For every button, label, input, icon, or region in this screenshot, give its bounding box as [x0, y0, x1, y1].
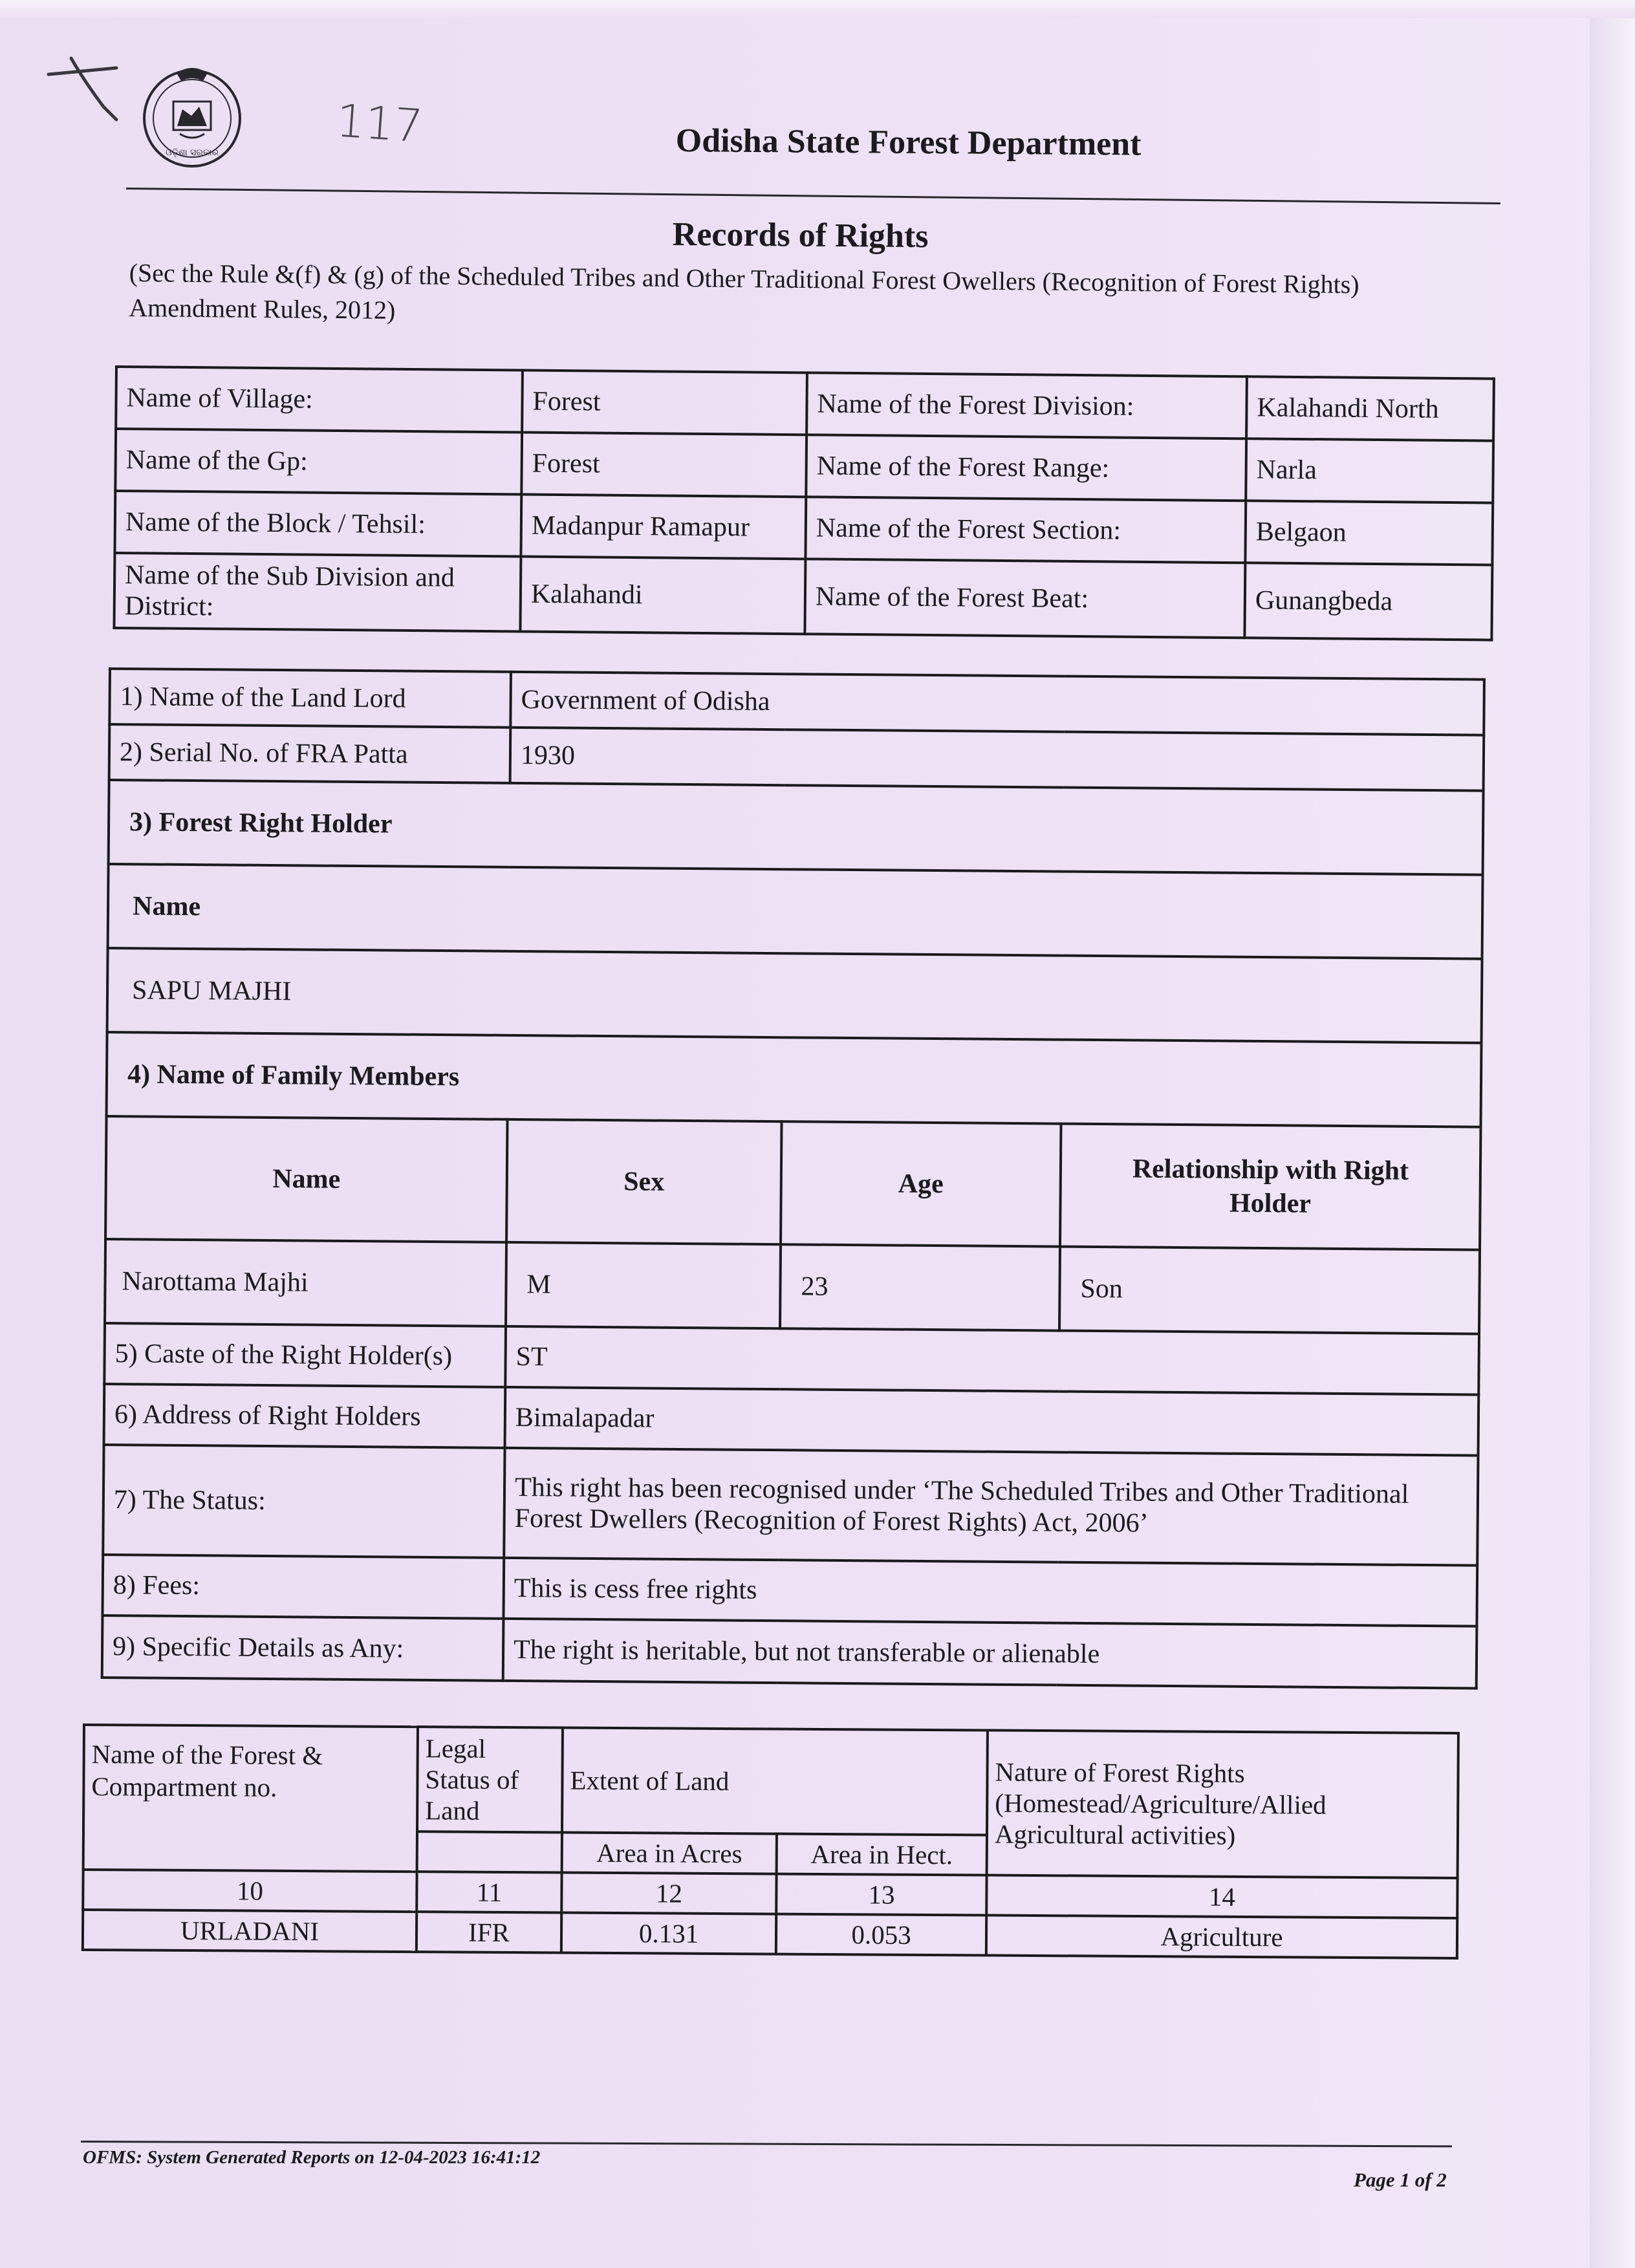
table-row: [109, 724, 1484, 791]
holder-name-value: SAPU MAJHI: [107, 948, 1482, 1043]
table-row: [109, 669, 1484, 735]
serial-value: 1930: [510, 728, 1484, 791]
area-acres-value: 0.131: [561, 1913, 776, 1954]
forest-range-label: Name of the Forest Range:: [806, 435, 1246, 501]
family-col-name: Name: [105, 1116, 507, 1242]
subdivision-district-label: Name of the Sub Division and District:: [114, 553, 521, 631]
col-nature-of-rights: Nature of Forest Rights (Homestead/Agriculture/Allied Agricultural activities): [987, 1731, 1458, 1878]
rule-reference: (Sec the Rule &(f) & (g) of the Scheduled Tribes and Other Traditional Forest Owellers (Recognition of Forest Rights) Amendment Rules, 2012): [129, 257, 1359, 325]
table-row: [83, 1725, 1458, 1838]
header-divider: [126, 188, 1500, 204]
forest-division-label: Name of the Forest Division:: [807, 373, 1247, 438]
footer-divider: [81, 2141, 1452, 2147]
col-area-acres: Area in Acres: [562, 1833, 777, 1874]
table-row: [115, 429, 1493, 503]
land-table: [81, 1723, 1460, 1960]
family-member-sex: M: [506, 1242, 781, 1328]
forest-right-holder-heading: 3) Forest Right Holder: [109, 780, 1484, 875]
status-line-2: Forest Dwellers (Recognition of Forest Rights) Act, 2006’: [514, 1503, 1149, 1539]
family-members-heading: 4) Name of Family Members: [107, 1032, 1482, 1127]
forest-division-value: Kalahandi North: [1246, 376, 1494, 440]
nature-of-rights-value: Agriculture: [986, 1916, 1457, 1958]
department-title: Odisha State Forest Department: [675, 122, 1142, 163]
odisha-emblem-seal-icon: [141, 61, 243, 175]
table-row: [107, 1032, 1482, 1127]
forest-section-value: Belgaon: [1245, 501, 1493, 565]
document-title: Records of Rights: [672, 215, 929, 255]
table-row: [114, 553, 1492, 640]
col-number-12: 12: [561, 1873, 776, 1914]
table-row: [105, 1239, 1480, 1334]
village-label: Name of Village:: [116, 367, 523, 432]
specific-details-value: The right is heritable, but not transferable or alienable: [503, 1619, 1477, 1689]
family-col-relationship: Relationship with Right Holder: [1060, 1124, 1480, 1250]
table-row: [102, 1615, 1477, 1689]
table-row: [103, 1445, 1478, 1566]
table-row: [104, 1323, 1479, 1395]
status-label: 7) The Status:: [103, 1445, 504, 1558]
fees-label: 8) Fees:: [102, 1555, 504, 1619]
family-col-sex: Sex: [506, 1119, 781, 1244]
col-number-13: 13: [776, 1874, 986, 1916]
block-tehsil-label: Name of the Block / Tehsil:: [114, 491, 521, 556]
caste-label: 5) Caste of the Right Holder(s): [104, 1323, 506, 1387]
village-value: Forest: [522, 370, 807, 435]
address-value: Bimalapadar: [505, 1387, 1479, 1456]
family-col-age: Age: [781, 1121, 1061, 1246]
col-number-11: 11: [417, 1872, 561, 1912]
fees-value: This is cess free rights: [503, 1558, 1477, 1626]
table-row: [107, 948, 1482, 1043]
land-lord-value: Government of Odisha: [510, 672, 1484, 735]
legal-status-value: IFR: [417, 1912, 561, 1952]
forest-compartment-value: URLADANI: [83, 1910, 417, 1952]
subdivision-district-value: Kalahandi: [520, 556, 805, 634]
forest-beat-value: Gunangbeda: [1244, 563, 1492, 640]
col-legal-status: Legal Status of Land: [417, 1727, 563, 1832]
status-line-1: This right has been recognised under ‘The Scheduled Tribes and Other Traditional: [514, 1472, 1409, 1509]
forest-section-label: Name of the Forest Section:: [805, 497, 1246, 563]
table-row: [108, 864, 1483, 959]
col-area-hect: Area in Hect.: [777, 1834, 987, 1875]
area-hect-value: 0.053: [776, 1914, 986, 1956]
forest-beat-label: Name of the Forest Beat:: [805, 559, 1245, 638]
status-value: [504, 1448, 1478, 1566]
rights-table: [101, 667, 1486, 1690]
address-label: 6) Address of Right Holders: [104, 1384, 506, 1448]
caste-value: ST: [505, 1326, 1479, 1395]
table-row: [116, 367, 1494, 441]
specific-details-label: 9) Specific Details as Any:: [102, 1615, 504, 1681]
land-lord-label: 1) Name of the Land Lord: [109, 669, 511, 728]
family-member-name: Narottama Majhi: [105, 1239, 506, 1326]
col-legal-status-blank: [417, 1831, 562, 1872]
scan-top-edge: [0, 0, 1635, 18]
table-row: [83, 1910, 1457, 1958]
family-member-relationship: Son: [1059, 1247, 1480, 1334]
table-row: [114, 491, 1493, 565]
page-number: Page 1 of 2: [1354, 2168, 1447, 2191]
holder-name-heading: Name: [108, 864, 1483, 959]
gp-label: Name of the Gp:: [115, 429, 522, 494]
col-extent-of-land: Extent of Land: [562, 1728, 988, 1835]
col-number-14: 14: [986, 1875, 1457, 1918]
table-row: [109, 780, 1484, 875]
table-row: [102, 1555, 1477, 1626]
table-row: [105, 1116, 1480, 1250]
table-row: [104, 1384, 1479, 1456]
handwritten-number: 117: [334, 94, 425, 153]
scan-edge-shadow: [1590, 0, 1635, 2268]
gp-value: Forest: [521, 432, 807, 497]
svg-text:ଓଡ଼ିଶା ସରକାର: ଓଡ଼ିଶା ସରକାର: [166, 147, 219, 158]
handwritten-tick-mark: [45, 55, 129, 126]
generated-timestamp: OFMS: System Generated Reports on 12-04-2023 16:41:12: [83, 2147, 541, 2168]
block-tehsil-value: Madanpur Ramapur: [521, 494, 806, 559]
location-table: [113, 365, 1495, 642]
forest-range-value: Narla: [1246, 438, 1493, 502]
col-number-10: 10: [83, 1870, 417, 1912]
serial-label: 2) Serial No. of FRA Patta: [109, 724, 511, 783]
family-member-age: 23: [780, 1244, 1060, 1330]
col-forest-compartment: Name of the Forest & Compartment no.: [83, 1725, 418, 1872]
